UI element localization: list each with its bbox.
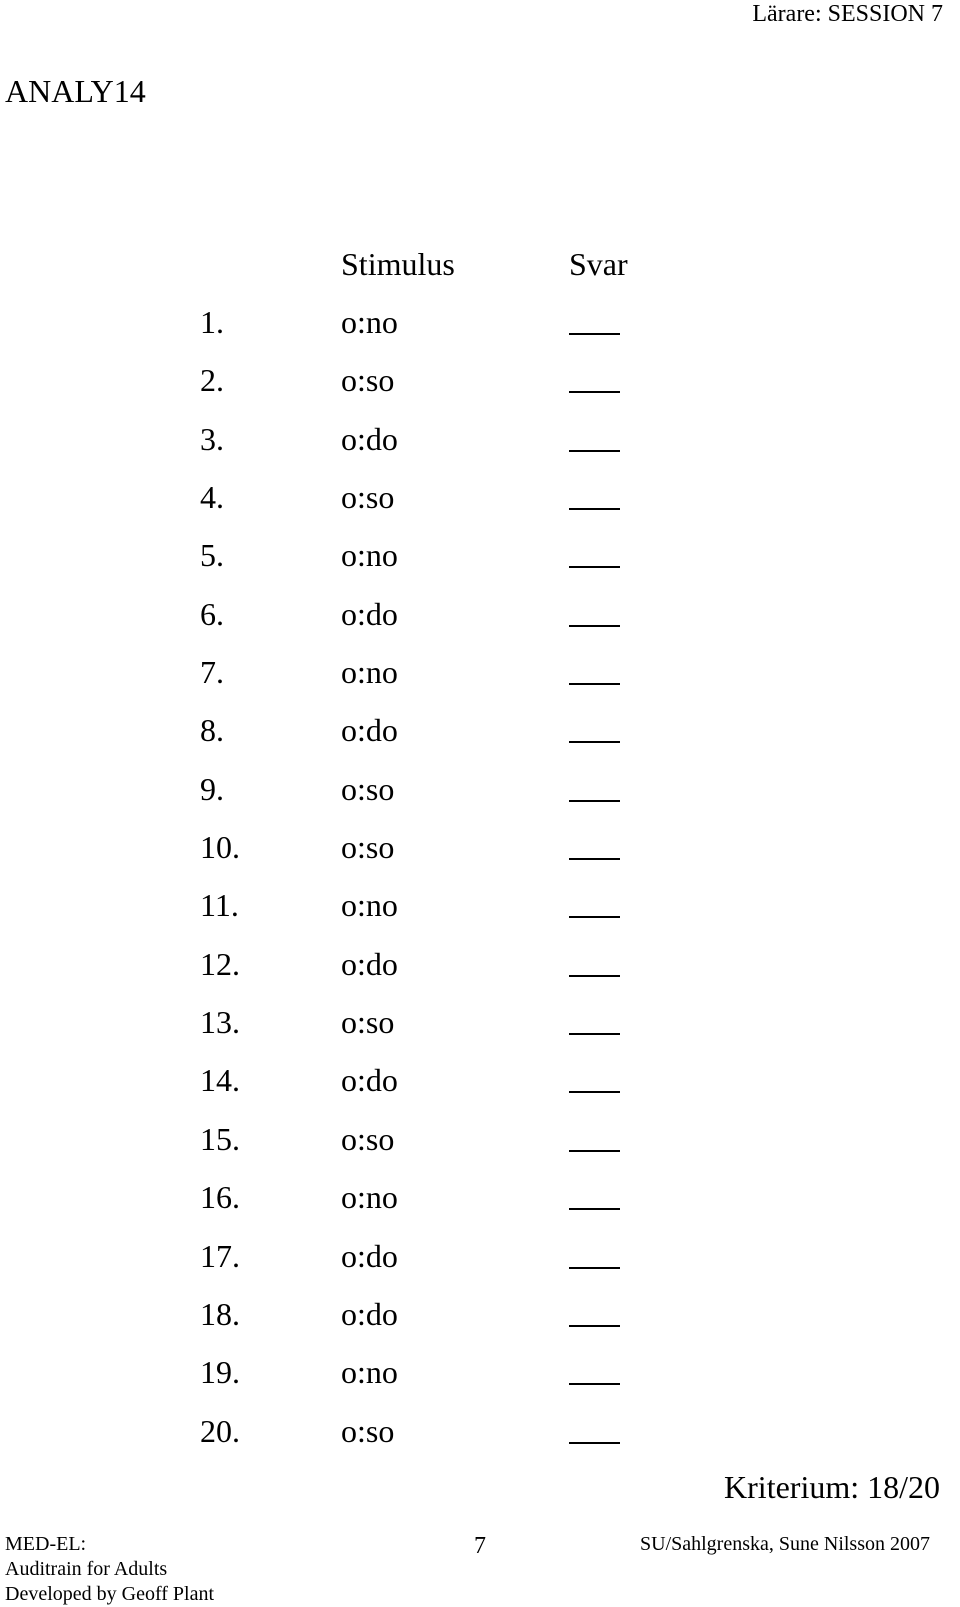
answer-blank[interactable] [569, 1267, 620, 1269]
row-number: 8. [200, 712, 224, 749]
row-number: 11. [200, 887, 239, 924]
column-header-svar: Svar [569, 246, 628, 282]
answer-blank[interactable] [569, 1033, 620, 1035]
table-row [0, 828, 960, 886]
footer-credit-line: Auditrain for Adults [5, 1558, 168, 1580]
row-stimulus: o:so [341, 1120, 395, 1157]
answer-blank[interactable] [569, 1383, 620, 1385]
row-number: 18. [200, 1295, 240, 1332]
row-stimulus: o:no [341, 654, 398, 691]
row-number: 10. [200, 829, 240, 866]
answer-blank[interactable] [569, 1325, 620, 1327]
answer-blank[interactable] [569, 1150, 620, 1152]
table-row [0, 886, 960, 944]
table-row [0, 536, 960, 594]
row-stimulus: o:so [341, 1412, 395, 1449]
row-stimulus: o:no [341, 304, 398, 340]
row-number: 7. [200, 654, 224, 691]
answer-blank[interactable] [569, 683, 620, 685]
answer-blank[interactable] [569, 916, 620, 918]
row-stimulus: o:do [341, 945, 398, 982]
table-row [0, 1237, 960, 1295]
row-stimulus: o:no [341, 537, 398, 574]
row-stimulus: o:no [341, 887, 398, 924]
answer-blank[interactable] [569, 450, 620, 452]
table-row [0, 1003, 960, 1061]
column-header-stimulus: Stimulus [341, 246, 455, 282]
footer-copyright: SU/Sahlgrenska, Sune Nilsson 2007 [640, 1533, 930, 1555]
answer-blank[interactable] [569, 741, 620, 743]
row-stimulus: o:do [341, 420, 398, 457]
row-number: 9. [200, 770, 224, 807]
table-row [0, 361, 960, 419]
footer-credit-line: MED-EL: [5, 1533, 87, 1555]
row-stimulus: o:so [341, 829, 395, 866]
row-stimulus: o:do [341, 1295, 398, 1332]
row-stimulus: o:no [341, 1354, 398, 1391]
row-number: 19. [200, 1354, 240, 1391]
table-row [0, 770, 960, 828]
page-number: 7 [474, 1533, 486, 1559]
table-row [0, 1061, 960, 1119]
row-number: 4. [200, 479, 224, 516]
answer-blank[interactable] [569, 1208, 620, 1210]
row-number: 15. [200, 1120, 240, 1157]
answer-blank[interactable] [569, 566, 620, 568]
table-row [0, 945, 960, 1003]
table-row [0, 1412, 960, 1470]
answer-blank[interactable] [569, 391, 620, 393]
table-row [0, 1178, 960, 1236]
stimulus-list [0, 303, 960, 1470]
table-row [0, 653, 960, 711]
criterion-label: Kriterium: 18/20 [724, 1469, 940, 1505]
row-stimulus: o:so [341, 770, 395, 807]
answer-blank[interactable] [569, 625, 620, 627]
row-stimulus: o:do [341, 1237, 398, 1274]
table-row [0, 595, 960, 653]
table-row [0, 303, 960, 361]
row-number: 16. [200, 1179, 240, 1216]
row-number: 2. [200, 362, 224, 399]
table-row [0, 1353, 960, 1411]
answer-blank[interactable] [569, 508, 620, 510]
row-stimulus: o:do [341, 595, 398, 632]
row-stimulus: o:so [341, 362, 395, 399]
row-number: 12. [200, 945, 240, 982]
answer-blank[interactable] [569, 975, 620, 977]
answer-blank[interactable] [569, 800, 620, 802]
row-stimulus: o:do [341, 712, 398, 749]
footer-credit-line: Developed by Geoff Plant [5, 1583, 215, 1605]
row-number: 5. [200, 537, 224, 574]
header-session-label: Lärare: SESSION 7 [752, 1, 943, 27]
footer-credits [5, 1532, 214, 1607]
row-number: 13. [200, 1004, 240, 1041]
row-stimulus: o:so [341, 479, 395, 516]
answer-blank[interactable] [569, 333, 620, 335]
document-title: ANALY14 [5, 73, 146, 109]
row-number: 3. [200, 420, 224, 457]
table-row [0, 420, 960, 478]
table-row [0, 711, 960, 769]
answer-blank[interactable] [569, 1442, 620, 1444]
table-row [0, 478, 960, 536]
row-stimulus: o:so [341, 1004, 395, 1041]
row-number: 1. [200, 304, 224, 340]
row-number: 14. [200, 1062, 240, 1099]
row-stimulus: o:do [341, 1062, 398, 1099]
table-row [0, 1295, 960, 1353]
row-number: 20. [200, 1412, 240, 1449]
answer-blank[interactable] [569, 1091, 620, 1093]
row-number: 6. [200, 595, 224, 632]
answer-blank[interactable] [569, 858, 620, 860]
table-row [0, 1120, 960, 1178]
row-number: 17. [200, 1237, 240, 1274]
row-stimulus: o:no [341, 1179, 398, 1216]
